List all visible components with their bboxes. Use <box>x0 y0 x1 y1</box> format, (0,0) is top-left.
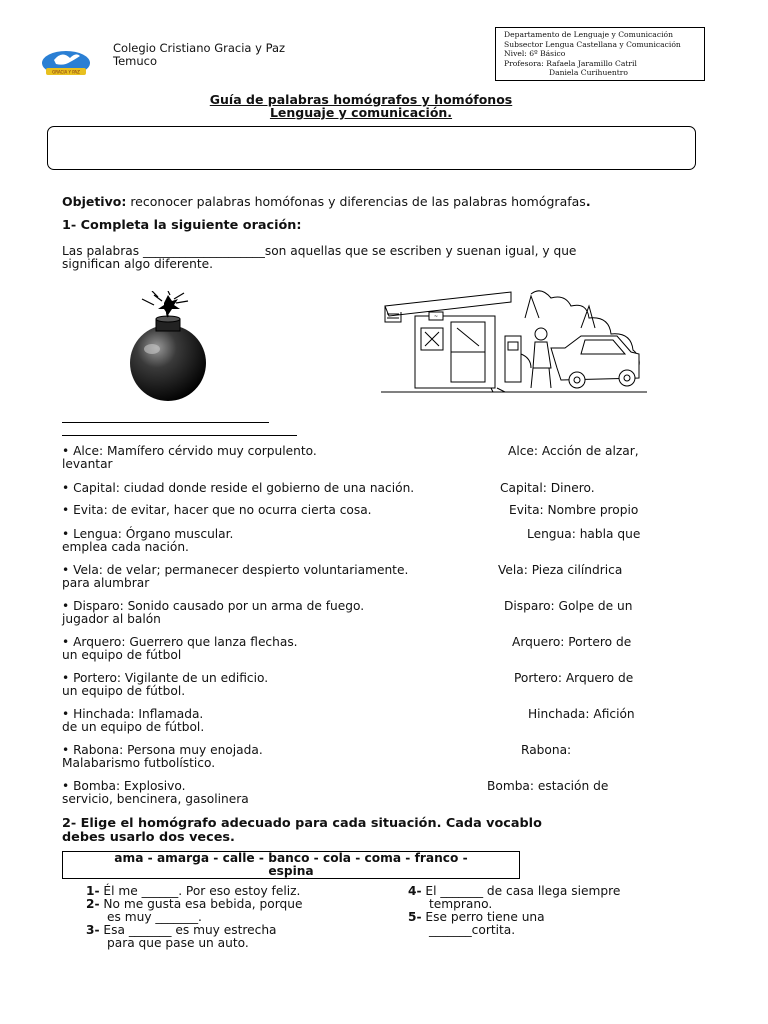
logo-text: GRACIA Y PAZ <box>52 69 80 75</box>
bomb-illustration <box>118 291 218 403</box>
definition-right: Capital: Dinero. <box>500 481 595 495</box>
definition-right: Vela: Pieza cilíndrica <box>498 563 623 577</box>
objective-end: . <box>585 194 591 209</box>
department-line: Profesora: Rafaela Jaramillo Catril <box>504 58 637 68</box>
page-subtitle: Lenguaje y comunicación. <box>269 105 453 120</box>
exercise-number: 3- <box>86 923 100 937</box>
objective-label: Objetivo: <box>62 194 127 209</box>
definition-left: • Capital: ciudad donde reside el gobierno de una nación. <box>62 481 415 495</box>
page-title: Guía de palabras homógrafos y homófonos <box>209 92 513 107</box>
department-line: Departamento de Lenguaje y Comunicación <box>504 30 673 39</box>
definition-left: • Hinchada: Inflamada. <box>62 707 204 721</box>
department-box <box>495 27 705 81</box>
objective-text: reconocer palabras homófonas y diferencias de las palabras homógrafas <box>126 194 586 209</box>
school-city: Temuco <box>113 54 157 68</box>
definition-right: Hinchada: Afición <box>528 707 635 721</box>
exercise-continuation: para que pase un auto. <box>107 936 249 950</box>
exercise-number: 2- <box>86 897 100 911</box>
exercise-text: El _______ de casa llega siempre <box>421 884 621 898</box>
definition-left: • Alce: Mamífero cérvido muy corpulento. <box>62 444 317 458</box>
exercise-text: Esa _______ es muy estrecha <box>99 923 277 937</box>
section1-heading: 1- Completa la siguiente oración: <box>62 218 302 233</box>
definition-continuation: jugador al balón <box>62 612 161 626</box>
section2-heading-line1: 2- Elige el homógrafo adecuado para cada situación. Cada vocablo <box>62 816 542 831</box>
definition-left: • Vela: de velar; permanecer despierto voluntariamente. <box>62 563 409 577</box>
definition-continuation: levantar <box>62 457 113 471</box>
exercise-continuation: temprano. <box>429 897 493 911</box>
definition-left: • Portero: Vigilante de un edificio. <box>62 671 269 685</box>
section1-sentence-line2: significan algo diferente. <box>62 257 213 271</box>
definition-left: • Evita: de evitar, hacer que no ocurra cierta cosa. <box>62 503 372 517</box>
definition-continuation: un equipo de fútbol. <box>62 684 186 698</box>
svg-text:~: ~ <box>433 314 439 320</box>
definition-right: Portero: Arquero de <box>514 671 634 685</box>
answer-line-1[interactable] <box>62 422 269 423</box>
section2-heading-line2: debes usarlo dos veces. <box>62 830 235 845</box>
department-line: Subsector Lengua Castellana y Comunicación <box>504 39 681 49</box>
definition-continuation: emplea cada nación. <box>62 540 189 554</box>
section1-sentence-line1: Las palabras ____________________son aquellas que se escriben y suenan igual, y que <box>62 244 577 258</box>
definition-left: • Lengua: Órgano muscular. <box>62 527 234 541</box>
definition-right: Alce: Acción de alzar, <box>508 444 639 458</box>
exercise-number: 4- <box>408 884 422 898</box>
word-bank-line1: ama - amarga - calle - banco - cola - coma - franco - <box>114 851 468 865</box>
exercise-continuation: _______cortita. <box>429 923 516 937</box>
definition-right: Arquero: Portero de <box>512 635 632 649</box>
definition-continuation: para alumbrar <box>62 576 150 590</box>
definition-left: • Arquero: Guerrero que lanza flechas. <box>62 635 298 649</box>
student-name-box[interactable] <box>47 126 696 170</box>
exercise-text: No me gusta esa bebida, porque <box>99 897 303 911</box>
definition-right: Bomba: estación de <box>487 779 609 793</box>
definition-right: Evita: Nombre propio <box>509 503 639 517</box>
definition-continuation: un equipo de fútbol <box>62 648 182 662</box>
objective <box>62 194 591 209</box>
department-line: Nivel: 6º Básico <box>504 49 566 59</box>
school-info <box>113 42 285 68</box>
word-bank <box>62 851 520 879</box>
department-line: Daniela Curihuentro <box>549 68 628 78</box>
answer-line-2[interactable] <box>62 435 297 436</box>
school-name: Colegio Cristiano Gracia y Paz <box>113 41 286 55</box>
definition-left: • Bomba: Explosivo. <box>62 779 186 793</box>
school-logo <box>40 46 92 76</box>
definition-left: • Disparo: Sonido causado por un arma de fuego. <box>62 599 365 613</box>
word-bank-line2: espina <box>268 864 314 878</box>
definition-continuation: de un equipo de fútbol. <box>62 720 205 734</box>
exercise-text: Él me ______. Por eso estoy feliz. <box>99 884 301 898</box>
exercise-text: Ese perro tiene una <box>421 910 545 924</box>
definition-right: Disparo: Golpe de un <box>504 599 633 613</box>
definition-right: Lengua: habla que <box>527 527 641 541</box>
definition-right: Rabona: <box>521 743 572 757</box>
exercise-number: 5- <box>408 910 422 924</box>
gas-station-illustration <box>381 288 647 400</box>
exercise-continuation: es muy _______. <box>107 910 202 924</box>
definition-left: • Rabona: Persona muy enojada. <box>62 743 263 757</box>
definition-continuation: servicio, bencinera, gasolinera <box>62 792 249 806</box>
definition-continuation: Malabarismo futbolístico. <box>62 756 216 770</box>
exercise-number: 1- <box>86 884 100 898</box>
